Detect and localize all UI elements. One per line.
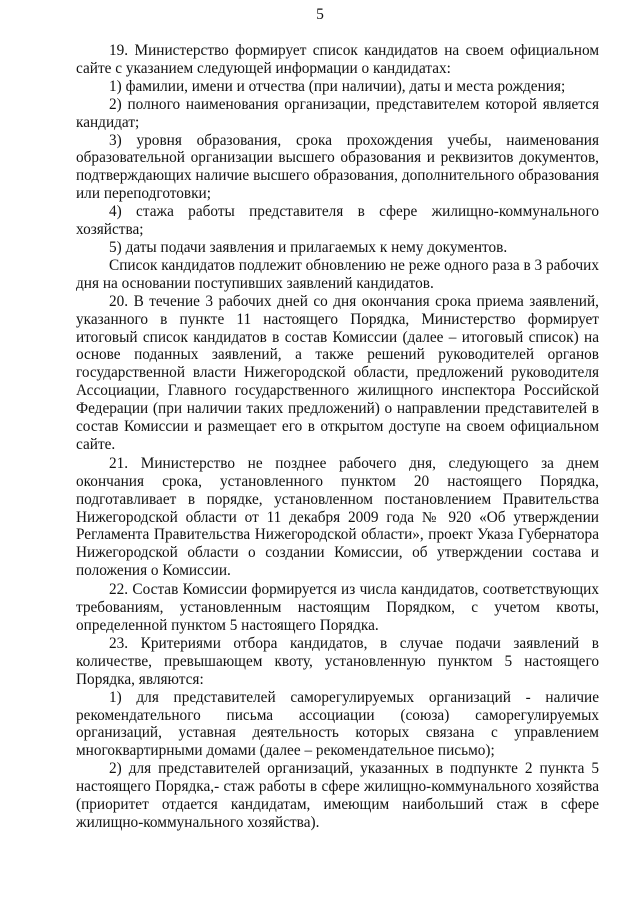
paragraph-23: 23. Критериями отбора кандидатов, в случае подачи заявлений в количестве, превышающем квоту, установленную пунктом 5 настоящего Порядка, являются: — [76, 634, 599, 688]
paragraph-21: 21. Министерство не позднее рабочего дня, следующего за днем окончания срока, установленного пунктом 20 настоящего Порядка, подготавливает в порядке, установленном постановлением Правительства Нижегородской области от 11 декабря 2009 года № 920 «Об утверждении Регламента Правительства Нижегородской области», проект Указа Губернатора Нижегородской области о создании Комиссии, об утверждении состава и положения о Комиссии. — [76, 454, 599, 580]
update-note: Список кандидатов подлежит обновлению не реже одного раза в 3 рабочих дня на основании поступивших заявлений кандидатов. — [76, 256, 599, 292]
document-body — [76, 42, 599, 832]
criteria-item-2: 2) для представителей организаций, указанных в подпункте 2 пункта 5 настоящего Порядка,- стаж работы в сфере жилищно-коммунального хозяйства (приоритет отдается кандидатам, имеющим наибольший стаж в сфере жилищно-коммунального хозяйства). — [76, 760, 599, 831]
list-item-3: 3) уровня образования, срока прохождения учебы, наименования образовательной организации высшего образования и реквизитов документов, подтверждающих наличие высшего образования, дополнительного образования или переподготовки; — [76, 131, 599, 203]
paragraph-22: 22. Состав Комиссии формируется из числа кандидатов, соответствующих требованиям, установленным настоящим Порядком, с учетом квоты, определенной пунктом 5 настоящего Порядка. — [76, 581, 599, 634]
list-item-4: 4) стажа работы представителя в сфере жилищно-коммунального хозяйства; — [76, 203, 599, 239]
criteria-item-1: 1) для представителей саморегулируемых организаций - наличие рекомендательного письма ассоциации (союза) саморегулируемых организаций, уставная деятельность которых связана с управлением многоквартирными домами (далее – рекомендательное письмо); — [76, 688, 599, 760]
list-item-1: 1) фамилии, имени и отчества (при наличии), даты и места рождения; — [109, 77, 566, 95]
paragraph-20: 20. В течение 3 рабочих дней со дня окончания срока приема заявлений, указанного в пункте 11 настоящего Порядка, Министерство формирует итоговый список кандидатов в состав Комиссии (далее – итоговый список) на основе поданных заявлений, а также решений руководителей органов государственной власти Нижегородской области, предложений руководителя Ассоциации, Главного государственного жилищного инспектора Российской Федерации (при наличии таких предложений) о направлении представителей в состав Комиссии и размещает его в открытом доступе на своем официальном сайте. — [76, 292, 599, 453]
page-number: 5 — [316, 6, 324, 23]
list-item-5: 5) даты подачи заявления и прилагаемых к нему документов. — [109, 238, 508, 256]
paragraph-19: 19. Министерство формирует список кандидатов на своем официальном сайте с указанием следующей информации о кандидатах: — [76, 42, 599, 77]
list-item-2: 2) полного наименования организации, представителем которой является кандидат; — [76, 95, 599, 131]
